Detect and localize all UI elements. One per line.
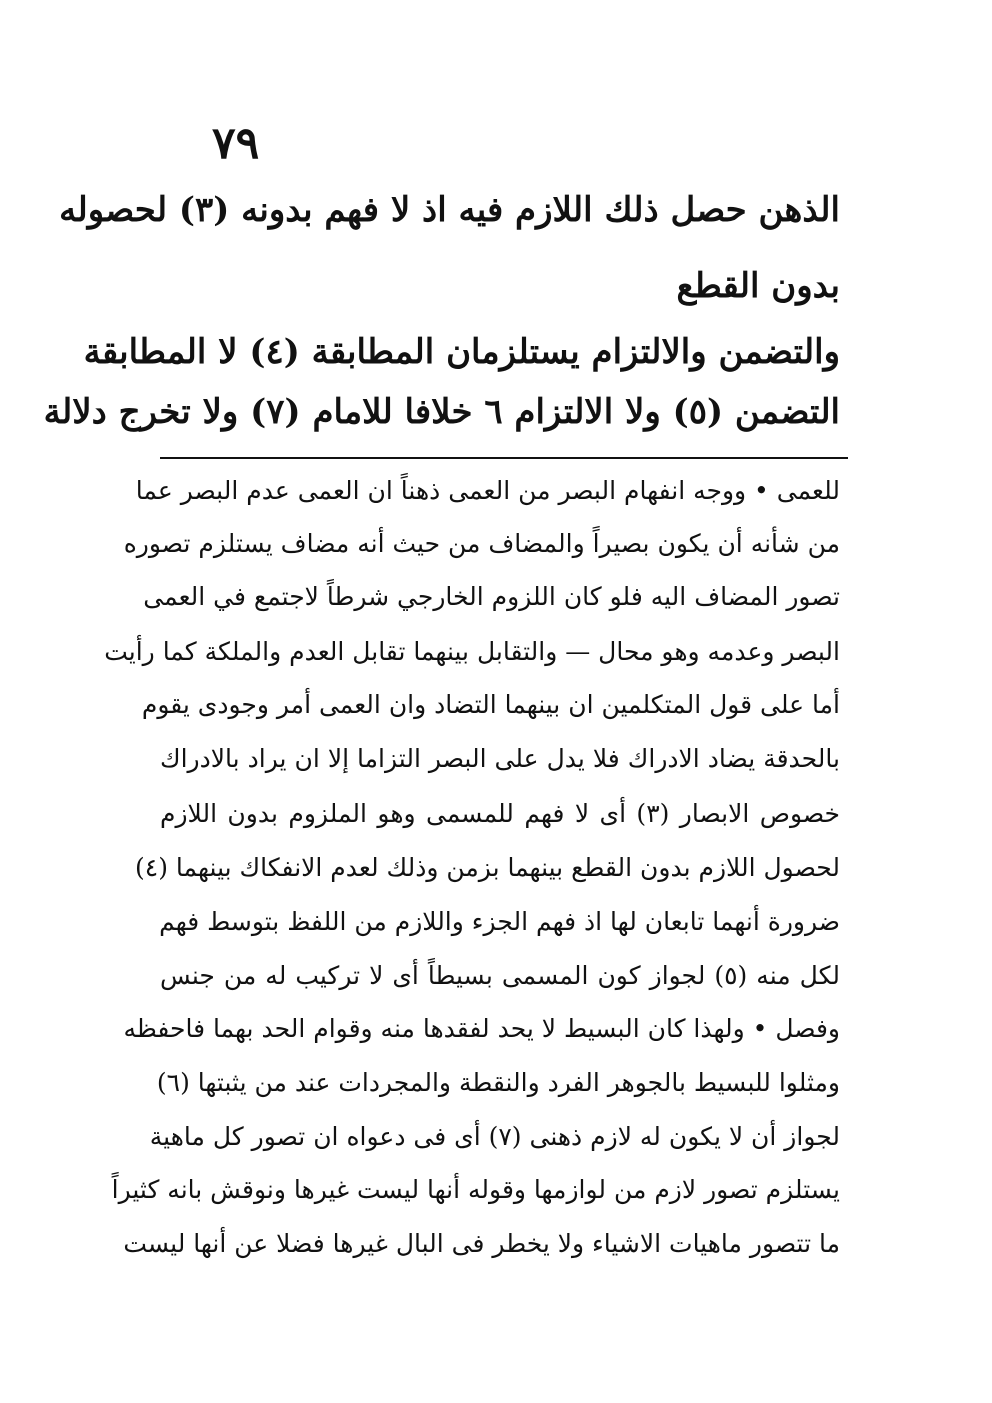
footnote-line-15: ما تتصور ماهيات الاشياء ولا يخطر فى البال غيرها فضلا عن أنها ليست <box>123 1229 840 1258</box>
footnote-line-2: من شأنه أن يكون بصيراً والمضاف من حيث أنه مضاف يستلزم تصوره <box>123 529 840 558</box>
footnote-line-6: بالحدقة يضاد الادراك فلا يدل على البصر التزاما إلا ان يراد بالادراك <box>160 744 840 773</box>
footnote-divider <box>160 457 848 459</box>
main-text-line-3: والتضمن والالتزام يستلزمان المطابقة (٤) لا المطابقة <box>83 332 840 372</box>
footnote-line-4: البصر وعدمه وهو محال — والتقابل بينهما تقابل العدم والملكة كما رأيت <box>104 637 840 666</box>
footnote-line-14: يستلزم تصور لازم من لوازمها وقوله أنها ليست غيرها ونوقش بانه كثيراً <box>111 1175 840 1204</box>
footnote-line-13: لجواز أن لا يكون له لازم ذهنى (٧) أى فى دعواه ان تصور كل ماهية <box>149 1122 840 1151</box>
footnote-line-12: ومثلوا للبسيط بالجوهر الفرد والنقطة والمجردات عند من يثبتها (٦) <box>156 1068 840 1097</box>
main-text-line-1: الذهن حصل ذلك اللازم فيه اذ لا فهم بدونه (٣) لحصوله <box>59 190 840 230</box>
footnote-line-7: خصوص الابصار (٣) أى لا فهم للمسمى وهو الملزوم بدون اللازم <box>160 799 840 828</box>
footnote-line-9: ضرورة أنهما تابعان لها اذ فهم الجزء واللازم من اللفظ بتوسط فهم <box>159 907 840 936</box>
footnote-line-11: وفصل • ولهذا كان البسيط لا يحد لفقدها منه وقوام الحد بهما فاحفظه <box>123 1014 840 1043</box>
footnote-line-8: لحصول اللازم بدون القطع بينهما بزمن وذلك لعدم الانفكاك بينهما (٤) <box>135 853 840 882</box>
footnote-line-5: أما على قول المتكلمين ان بينهما التضاد وان العمى أمر وجودى يقوم <box>141 690 840 719</box>
footnote-line-1: للعمى • ووجه انفهام البصر من العمى ذهناً ان العمى عدم البصر عما <box>135 476 840 505</box>
main-text-line-4: التضمن (٥) ولا الالتزام ٦ خلافا للامام (٧) ولا تخرج دلالة <box>43 392 840 432</box>
page-number: ٧٩ <box>212 118 260 169</box>
main-text-line-2: بدون القطع <box>676 266 840 306</box>
footnote-line-3: تصور المضاف اليه فلو كان اللزوم الخارجي شرطاً لاجتمع في العمى <box>143 582 840 611</box>
footnote-line-10: لكل منه (٥) لجواز كون المسمى بسيطاً أى لا تركيب له من جنس <box>160 961 840 990</box>
